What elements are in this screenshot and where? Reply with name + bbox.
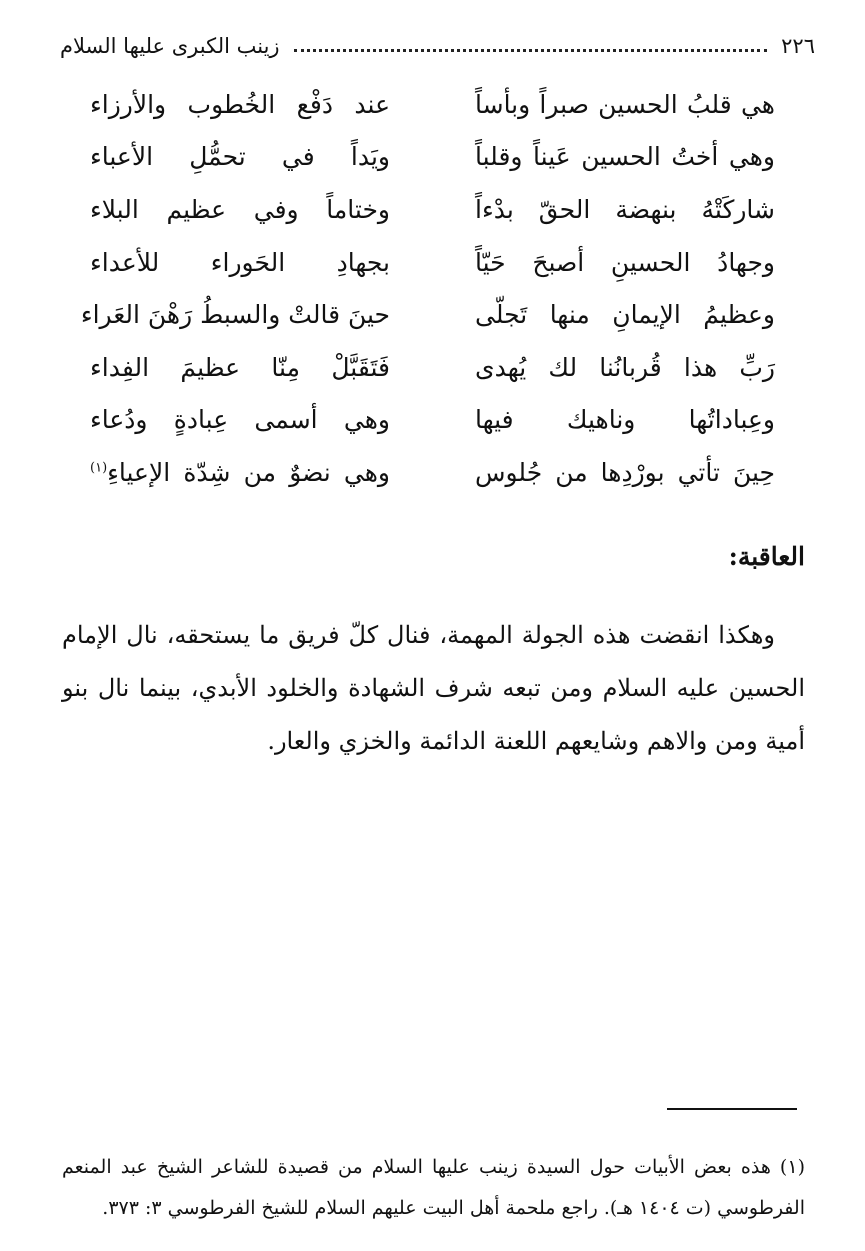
verse-first-hemistich: وهي أختُ الحسين عَيناً وقلباً — [475, 142, 775, 172]
verse-first-hemistich: شاركَتْهُ بنهضة الحقّ بدْءاً — [475, 194, 775, 224]
page-number: ٢٢٦ — [781, 34, 815, 58]
poem-verse — [90, 183, 775, 236]
poem-verse — [90, 131, 775, 184]
verse-second-hemistich: حينَ قالتْ والسبطُ رَهْنَ العَراء — [80, 300, 390, 330]
running-title: زينب الكبرى عليها السلام — [60, 34, 280, 58]
verse-first-hemistich: رَبِّ هذا قُربانُنا لك يُهدى — [475, 352, 775, 382]
poem-verse — [90, 341, 775, 394]
verse-second-hemistich: وختاماً وفي عظيم البلاء — [90, 194, 390, 224]
verse-second-hemistich: عند دَفْع الخُطوب والأرزاء — [90, 89, 390, 119]
body-paragraph: وهكذا انقضت هذه الجولة المهمة، فنال كلّ فريق ما يستحقه، نال الإمام الحسين عليه السلام ومن تبعه شرف الشهادة والخلود الأبدي، بينما نال بنو أمية ومن والاهم وشايعهم اللعنة الدائمة والخزي والعار. — [62, 621, 805, 755]
section-title: العاقبة: — [728, 542, 805, 571]
verse-first-hemistich: وعِباداتُها وناهيك فيها — [475, 405, 775, 435]
poem — [80, 78, 775, 499]
verse-first-hemistich: هي قلبُ الحسين صبراً وبأساً — [475, 89, 775, 119]
header-dotted-leader — [294, 49, 768, 52]
poem-verse — [80, 288, 775, 341]
verse-second-hemistich — [90, 458, 390, 487]
footnote-separator — [667, 1108, 797, 1110]
poem-verse — [90, 394, 775, 447]
poem-verse — [90, 236, 775, 289]
page-header — [60, 28, 815, 64]
verse-second-hemistich: ويَداً في تحمُّلِ الأعباء — [90, 142, 390, 172]
verse-first-hemistich: وجهادُ الحسينِ أصبحَ حَيّاً — [475, 247, 775, 277]
verse-second-hemistich: وهي أسمى عِبادةٍ ودُعاء — [90, 405, 390, 435]
footnote-marker[interactable]: (١) — [90, 460, 108, 476]
verse-first-hemistich: وعظيمُ الإيمانِ منها تَجلّى — [475, 300, 775, 330]
poem-verse — [90, 446, 775, 499]
verse-second-hemistich: بجهادِ الحَوراء للأعداء — [90, 247, 390, 277]
footnote: (١) هذه بعض الأبيات حول السيدة زينب عليها السلام من قصيدة للشاعر الشيخ عبد المنعم الفرطوسي (ت ١٤٠٤ هـ). راجع ملحمة أهل البيت عليهم السلام للشيخ الفرطوسي ٣: ٣٧٣. — [62, 1156, 805, 1219]
verse-second-hemistich: فَتَقَبَّلْ مِنّا عظيمَ الفِداء — [90, 352, 390, 382]
verse-first-hemistich: حِينَ تأتي بورْدِها من جُلوس — [475, 457, 775, 487]
verse-second-hemistich-text: وهي نضوٌ من شِدّة الإعياءِ — [107, 457, 390, 487]
poem-verse — [90, 78, 775, 131]
